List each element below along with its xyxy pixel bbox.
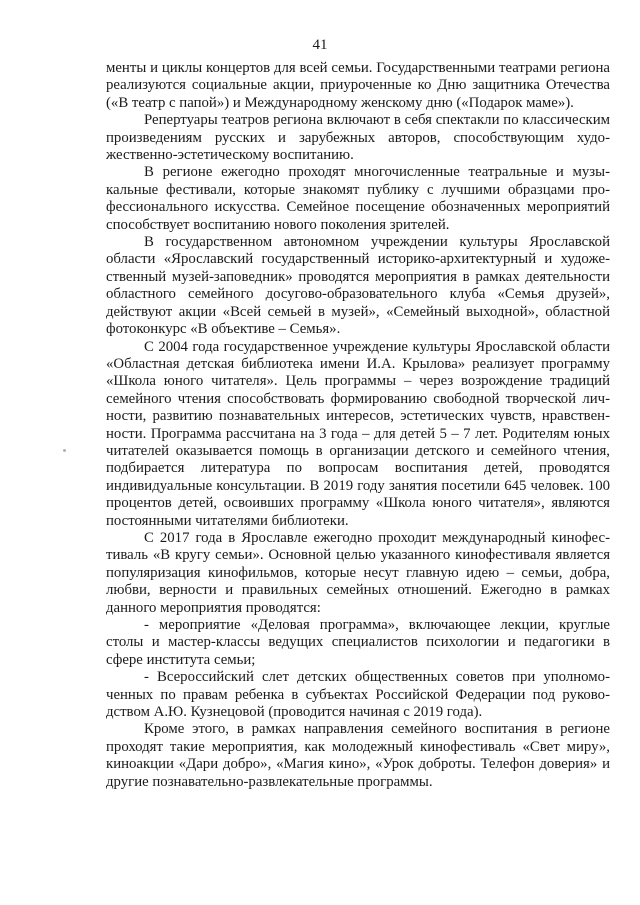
list-item-children-councils: - Всероссийский слет детских общественных советов при уполномоченных по правам ребенка в субъектах Российской Федерации под руководством А.Ю. Кузнецовой (проводится начиная с 2019 года). <box>106 669 610 721</box>
paragraph-festivals: В регионе ежегодно проходят многочисленные театральные и музыкальные фестивали, которые знакомят публику с лучшими образцами профессионального искусства. Семейное посещение обозначенных мероприятий способствует воспитанию нового поколения зрителей. <box>106 164 610 233</box>
paragraph-other-events: Кроме этого, в рамках направления семейного воспитания в регионе проходят такие мероприятия, как молодежный кинофестиваль «Свет миру», киноакции «Дари добро», «Магия кино», «Урок доброты. Телефон доверия» и другие познавательно-развлекательные программы. <box>106 721 610 790</box>
page-number: 41 <box>312 37 328 53</box>
paragraph-continuation: менты и циклы концертов для всей семьи. Государственными театрами региона реализуются социальные акции, приуроченные ко Дню защитника Отечества («В театр с папой») и Международному женскому дню («Подарок маме»). <box>106 60 610 111</box>
margin-mark <box>63 449 66 452</box>
body-text <box>106 60 610 791</box>
paragraph-film-festival: С 2017 года в Ярославле ежегодно проходит международный кинофестиваль «В кругу семьи». Основной целью указанного кинофестиваля является популяризация кинофильмов, которые несут главную идею – семьи, добра, любви, верности и правильных семейных отношений. Ежегодно в рамках данного мероприятия проводятся: <box>106 529 610 616</box>
list-item-business-program: - мероприятие «Деловая программа», включающее лекции, круглые столы и мастер-классы ведущих специалистов психологии и педагогики в сфере института семьи; <box>106 617 610 668</box>
paragraph-library: С 2004 года государственное учреждение культуры Ярославской области «Областная детская библиотека имени И.А. Крылова» реализует программу «Школа юного читателя». Цель программы – через возрождение традиций семейного чтения способствовать формированию свободной творческой личности, развитию познавательных интересов, эстетических чувств, нравственности. Программа рассчитана на 3 года – для детей 5 – 7 лет. Родителям юных читателей оказывается помощь в организации детского и семейного чтения, подбирается литература по вопросам воспитания детей, проводятся индивидуальные консультации. В 2019 году занятия посетили 645 человек. 100 процентов детей, освоивших программу «Школа юного читателя», являются постоянными читателями библиотеки. <box>106 338 610 529</box>
paragraph-museum: В государственном автономном учреждении культуры Ярославской области «Ярославский государственный историко-архитектурный и художественный музей-заповедник» проводятся мероприятия в рамках деятельности областного семейного досугово-образовательного клуба «Семья друзей», действуют акции «Всей семьей в музей», «Семейный выходной», областной фотоконкурс «В объективе – Семья». <box>106 234 610 338</box>
paragraph-theatre-repertoire: Репертуары театров региона включают в себя спектакли по классическим произведениям русских и зарубежных авторов, способствующим художественно-эстетическому воспитанию. <box>106 112 610 164</box>
